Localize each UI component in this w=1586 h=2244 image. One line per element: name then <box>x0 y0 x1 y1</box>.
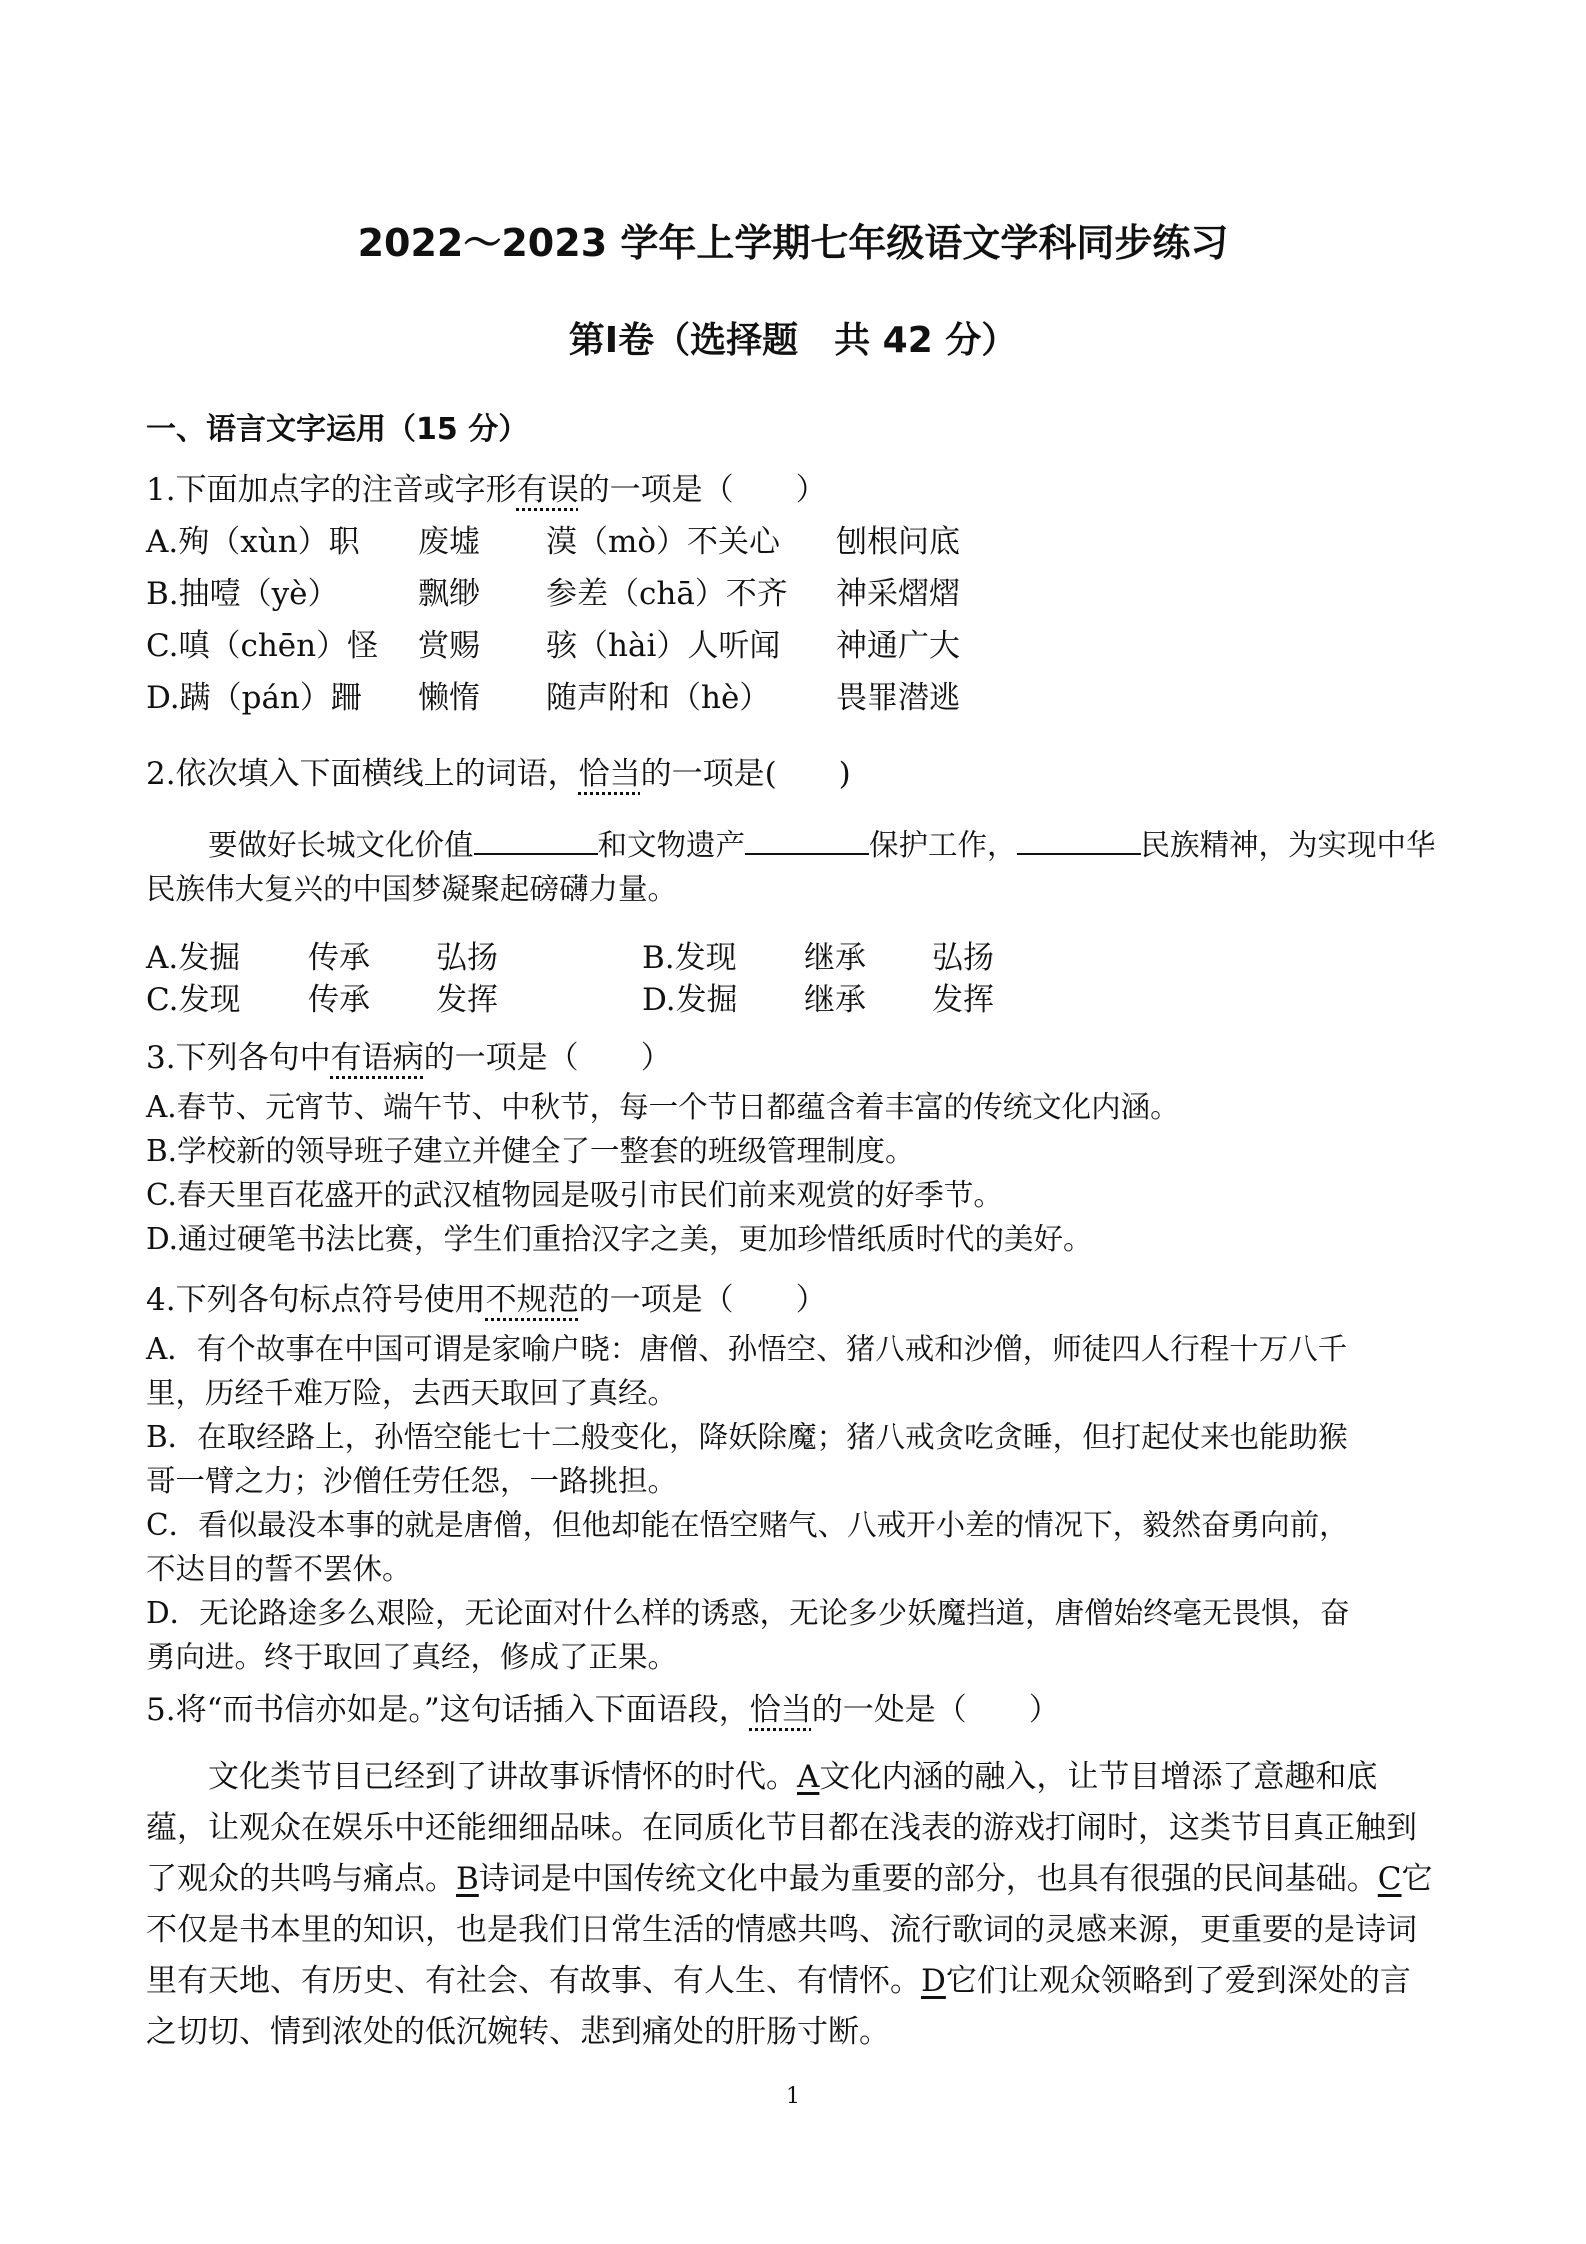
emphasis-dots: 有语病 <box>330 1040 424 1076</box>
paper-subtitle: 第Ⅰ卷（选择题 共 42 分） <box>568 320 1018 361</box>
question-5-stem: 5.将“而书信亦如是。”这句话插入下面语段，恰当的一处是（ ） <box>146 1692 1060 1728</box>
question-1-stem: 1.下面加点字的注音或字形有误的一项是（ ） <box>146 472 827 508</box>
question-5-passage: 文化类节目已经到了讲故事诉情怀的时代。A文化内涵的融入，让节目增添了意趣和底蕴，让观众在娱乐中还能细细品味。在同质化节目都在浅表的游戏打闹时，这类节目真正触到了观众的共鸣与痛点。B诗词是中国传统文化中最为重要的部分，也具有很强的民间基础。C它不仅是书本里的知识，也是我们日常生活的情感共鸣、流行歌词的灵感来源，更重要的是诗词里有天地、有历史、有社会、有故事、有人生、有情怀。D它们让观众领略到了爱到深处的言之切切、情到浓处的低沉婉转、悲到痛处的肝肠寸断。 <box>146 1759 1433 2050</box>
fill-blank-1 <box>474 823 598 855</box>
page-title: 2022～2023 学年上学期七年级语文学科同步练习 <box>357 221 1229 265</box>
insert-marker-c: C <box>1377 1861 1402 1897</box>
insert-marker-d: D <box>921 1963 946 1999</box>
question-4-option-b-line-1: B．在取经路上，孙悟空能七十二般变化，降妖除魔；猪八戒贪吃贪睡，但打起仗来也能助猴 <box>146 1420 1348 1454</box>
emphasis-dots: 恰当 <box>749 1692 812 1728</box>
insert-marker-b: B <box>456 1861 479 1897</box>
question-4-option-c-line-2: 不达目的誓不罢休。 <box>146 1552 412 1586</box>
page-number: 1 <box>786 2084 800 2109</box>
section-heading: 一、语言文字运用（15 分） <box>146 412 529 447</box>
question-4-stem: 4.下列各句标点符号使用不规范的一项是（ ） <box>146 1282 827 1318</box>
question-4-option-d-line-1: D．无论路途多么艰险，无论面对什么样的诱惑，无论多少妖魔挡道，唐僧始终毫无畏惧，奋 <box>146 1596 1350 1630</box>
emphasis-dots: 不规范 <box>485 1282 579 1318</box>
exam-page: 2022～2023 学年上学期七年级语文学科同步练习 第Ⅰ卷（选择题 共 42 分） 一、语言文字运用（15 分） 1.下面加点字的注音或字形有误的一项是（ ） A.殉（xùn）职 废墟 漠（mò）不关心 刨根问底 B.抽噎（yè） 飘缈 参差（chā）不齐 神采熠熠 C.嗔（chēn）怪 赏赐 骇（hài）人听闻 神通广大 D.蹒（pán）跚 懒惰 随声附和（hè） 畏罪潜逃 2.依次填入下面横线上的词语，恰当的一项是( ) 要做好长城文化价值 和文物遗产 保护工作， 民族精神，为实现中华 民族伟大复兴的中国梦凝聚起磅礴力量。 A.发掘 传承 弘扬 B.发现 继承 弘扬 C.发现 传承 发挥 D.发掘 继承 发挥 3.下列各句中有语病的一项是（ ） A.春节、元宵节、端午节、中秋节，每一个节日都蕴含着丰富的传统文化内涵。 B.学校新的领导班子建立并健全了一整套的班级管理制度。 C.春天里百花盛开的武汉植物园是吸引市民们前来观赏的好季节。 D.通过硬笔书法比赛，学生们重拾汉字之美，更加珍惜纸质时代的美好。 4.下列各句标点符号使用不规范的一项是（ ） A．有个故事在中国可谓是家喻户晓：唐僧、孙悟空、猪八戒和沙僧，师徒四人行程十万八千 里，历经千难万险，去西天取回了真经。 B．在取经路上，孙悟空能七十二般变化，降妖除魔；猪八戒贪吃贪睡，但打起仗来也能助猴 哥一臂之力；沙僧任劳任怨，一路挑担。 C．看似最没本事的就是唐僧，但他却能在悟空赌气、八戒开小差的情况下，毅然奋勇向前， 不达目的誓不罢休。 D．无论路途多么艰险，无论面对什么样的诱惑，无论多少妖魔挡道，唐僧始终毫无畏惧，奋 勇向进。终于取回了真经，修成了正果。 5.将“而书信亦如是。”这句话插入下面语段，恰当的一处是（ ） 文化类节目已经到了讲故事诉情怀的时代。A文化内涵的融入，让节目增添了意趣和底蕴，让观众在娱乐中还能细细品味。在同质化节目都在浅表的游戏打闹时，这类节目真正触到了观众的共鸣与痛点。B诗词是中国传统文化中最为重要的部分，也具有很强的民间基础。C它不仅是书本里的知识，也是我们日常生活的情感共鸣、流行歌词的灵感来源，更重要的是诗词里有天地、有历史、有社会、有故事、有人生、有情怀。D它们让观众领略到了爱到深处的言之切切、情到浓处的低沉婉转、悲到痛处的肝肠寸断。 1 <box>0 0 1586 2244</box>
question-3-option-a: A.春节、元宵节、端午节、中秋节，每一个节日都蕴含着丰富的传统文化内涵。 <box>146 1090 1180 1124</box>
question-3-option-d: D.通过硬笔书法比赛，学生们重拾汉字之美，更加珍惜纸质时代的美好。 <box>146 1222 1093 1256</box>
emphasis-dots: 有误 <box>516 472 579 508</box>
question-3-option-c: C.春天里百花盛开的武汉植物园是吸引市民们前来观赏的好季节。 <box>146 1178 1003 1212</box>
fill-blank-2 <box>745 823 869 855</box>
question-2-passage-line-2: 民族伟大复兴的中国梦凝聚起磅礴力量。 <box>146 872 678 906</box>
question-4-option-a-line-1: A．有个故事在中国可谓是家喻户晓：唐僧、孙悟空、猪八戒和沙僧，师徒四人行程十万八千 <box>146 1332 1348 1366</box>
emphasis-dots: 恰当 <box>578 756 641 792</box>
question-3-option-b: B.学校新的领导班子建立并健全了一整套的班级管理制度。 <box>146 1134 915 1168</box>
question-4-option-c-line-1: C．看似最没本事的就是唐僧，但他却能在悟空赌气、八戒开小差的情况下，毅然奋勇向前， <box>146 1508 1349 1542</box>
question-3-stem: 3.下列各句中有语病的一项是（ ） <box>146 1040 672 1076</box>
question-2-stem: 2.依次填入下面横线上的词语，恰当的一项是( ) <box>146 756 851 792</box>
question-2-passage-line-1: 要做好长城文化价值 和文物遗产 保护工作， 民族精神，为实现中华 <box>146 822 1436 864</box>
question-4-option-d-line-2: 勇向进。终于取回了真经，修成了正果。 <box>146 1640 678 1674</box>
question-4-option-a-line-2: 里，历经千难万险，去西天取回了真经。 <box>146 1376 678 1410</box>
question-4-option-b-line-2: 哥一臂之力；沙僧任劳任怨，一路挑担。 <box>146 1464 678 1498</box>
insert-marker-a: A <box>797 1759 820 1795</box>
fill-blank-3 <box>1017 823 1141 855</box>
